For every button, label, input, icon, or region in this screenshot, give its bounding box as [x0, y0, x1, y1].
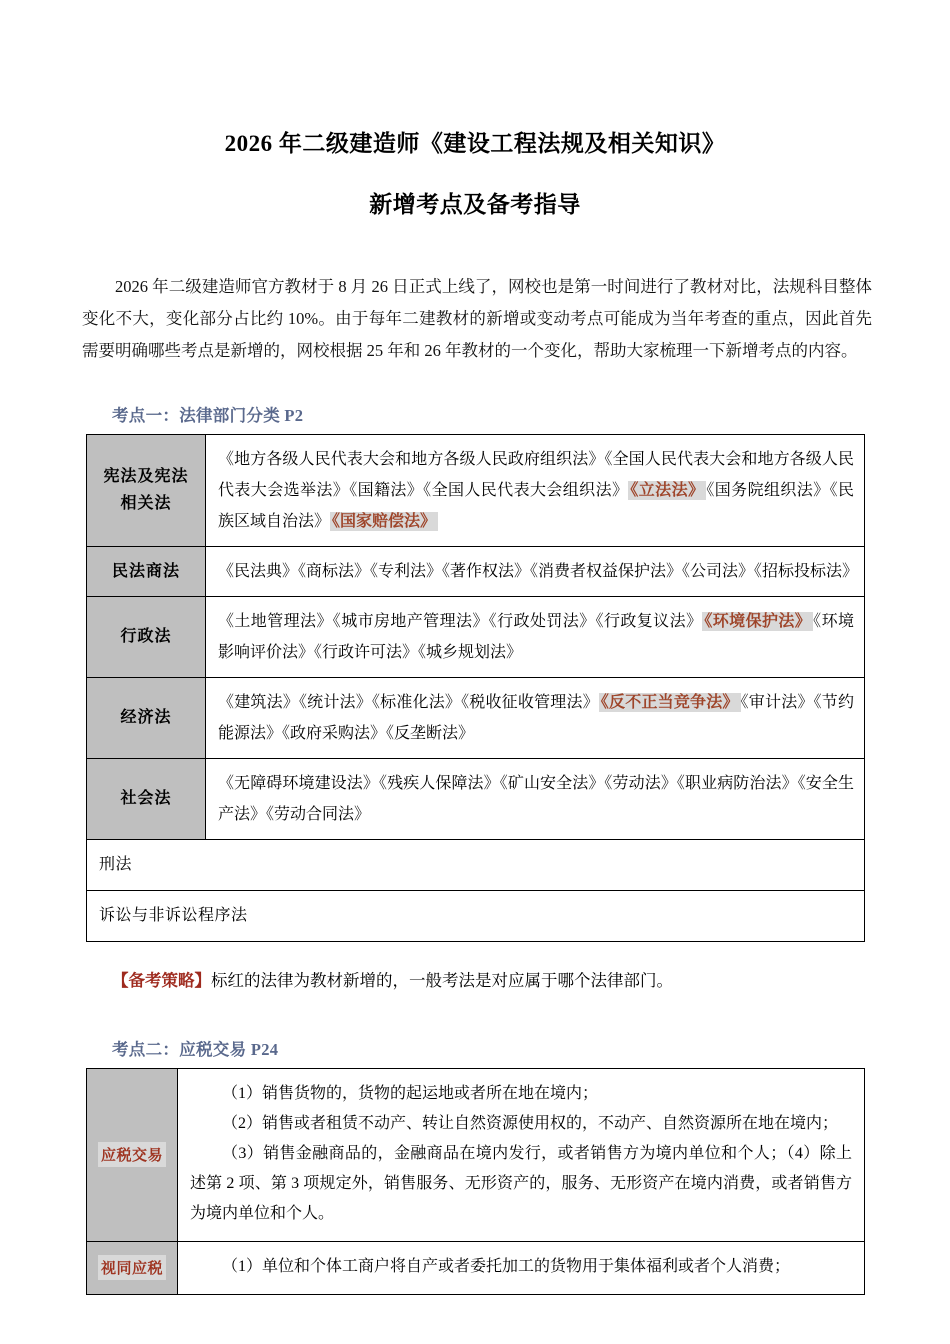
law-text-run: 《民法典》《商标法》《专利法》《著作权法》《消费者权益保护法》《公司法》《招标投标法》: [218, 562, 859, 580]
tax-lines-0: [190, 1079, 852, 1229]
table-row: [87, 1068, 865, 1241]
law-category-label: [87, 677, 206, 758]
section-heading-two: 考点二：应税交易 P24: [112, 1039, 279, 1059]
law-full-row-criminal: 刑法: [87, 839, 865, 890]
law-items-text-1: [218, 563, 858, 580]
law-category-label: [87, 434, 206, 546]
table-row: [87, 677, 865, 758]
tax-label-text-1: 视同应税: [98, 1255, 166, 1280]
strategy-note: [112, 966, 950, 996]
law-text-run: 《建筑法》《统计法》《标准化法》《税收征收管理法》: [218, 693, 599, 711]
tax-table-body: [87, 1068, 865, 1294]
highlighted-law: 《环境保护法》: [704, 612, 812, 630]
highlighted-law: 《国家赔偿法》: [332, 512, 437, 530]
law-text-run: 《国务院组织法》《民族区域自治法》: [218, 481, 854, 530]
tax-line: （1）单位和个体工商户将自产或者委托加工的货物用于集体福利或者个人消费；: [222, 1257, 791, 1275]
law-text-run: 《地方各级人民代表大会和地方各级人民政府组织法》《全国人民代表大会和地方各级人民代表大会选举法》《国籍法》《全国人民代表大会组织法》: [218, 450, 854, 499]
tax-line: （1）销售货物的，货物的起运地或者所在地在境内；: [222, 1084, 599, 1102]
law-text-run: 《土地管理法》《城市房地产管理法》《行政处罚法》《行政复议法》: [218, 612, 703, 630]
law-full-row-procedure: 诉讼与非诉讼程序法: [87, 890, 865, 941]
tax-body-cell: [178, 1241, 865, 1294]
law-items-text-4: [218, 775, 854, 823]
tax-line: （2）销售或者租赁不动产、转让自然资源使用权的，不动产、自然资源所在地在境内；: [222, 1114, 839, 1132]
law-items-text-3: [218, 693, 854, 742]
tax-lines-1: [190, 1252, 852, 1282]
law-category-text-3: 经济法: [120, 709, 172, 727]
strategy-text: 标红的法律为教材新增的，一般考法是对应属于哪个法律部门。: [211, 970, 673, 990]
taxable-transaction-table: [86, 1068, 865, 1295]
tax-line: （3）销售金融商品的，金融商品在境内发行，或者销售方为境内单位和个人；（4）除上述第 2 项、第 3 项规定外，销售服务、无形资产的，服务、无形资产在境内消费，或者销售方为境内单位和个人。: [190, 1144, 852, 1222]
table-row: [87, 596, 865, 677]
law-category-text-4: 社会法: [120, 790, 172, 808]
law-text-run: 《环境影响评价法》《行政许可法》《城乡规划法》: [218, 612, 854, 661]
law-items-cell: [206, 546, 865, 596]
section-heading-one: 考点一：法律部门分类 P2: [112, 405, 304, 425]
table-row: [87, 546, 865, 596]
law-items-cell: [206, 758, 865, 839]
table-row: [87, 1241, 865, 1294]
table-row: [87, 839, 865, 890]
document-title-line-2: 新增考点及备考指导: [369, 192, 581, 218]
tax-body-cell: [178, 1068, 865, 1241]
table-row: [87, 434, 865, 546]
law-category-text-0: 宪法及宪法 相关法: [103, 468, 189, 513]
law-items-text-2: [218, 612, 854, 661]
law-classification-table: [86, 434, 865, 942]
law-category-label: [87, 758, 206, 839]
table-row: [87, 890, 865, 941]
law-table-body: [87, 434, 865, 941]
tax-category-label: [87, 1241, 178, 1294]
law-items-cell: [206, 434, 865, 546]
strategy-tag: 【备考策略】: [112, 970, 211, 990]
law-items-cell: [206, 596, 865, 677]
law-text-run: 《无障碍环境建设法》《残疾人保障法》《矿山安全法》《劳动法》《职业病防治法》《安全生产法》《劳动合同法》: [218, 774, 854, 823]
law-items-text-0: [218, 451, 854, 531]
law-text-run: 《审计法》《节约能源法》《政府采购法》《反垄断法》: [218, 693, 854, 742]
document-title-line-1: 2026 年二级建造师《建设工程法规及相关知识》: [224, 131, 726, 156]
law-items-cell: [206, 677, 865, 758]
law-category-label: [87, 546, 206, 596]
highlighted-law: 《反不正当竞争法》: [600, 693, 739, 711]
tax-category-label: [87, 1068, 178, 1241]
highlighted-law: 《立法法》: [630, 481, 705, 499]
law-category-label: [87, 596, 206, 677]
table-row: [87, 758, 865, 839]
intro-paragraph: 2026 年二级建造师官方教材于 8 月 26 日正式上线了，网校也是第一时间进行了教材对比，法规科目整体变化不大，变化部分占比约 10%。由于每年二建教材的新增或变动考点可能成为当年考查的重点，因此首先需要明确哪些考点是新增的，网校根据 25 年和 26 年教材的一个变化，帮助大家梳理一下新增考点的内容。: [82, 276, 872, 360]
law-category-text-1: 民法商法: [111, 562, 180, 580]
law-category-text-2: 行政法: [120, 628, 172, 646]
tax-label-text-0: 应税交易: [98, 1142, 166, 1167]
